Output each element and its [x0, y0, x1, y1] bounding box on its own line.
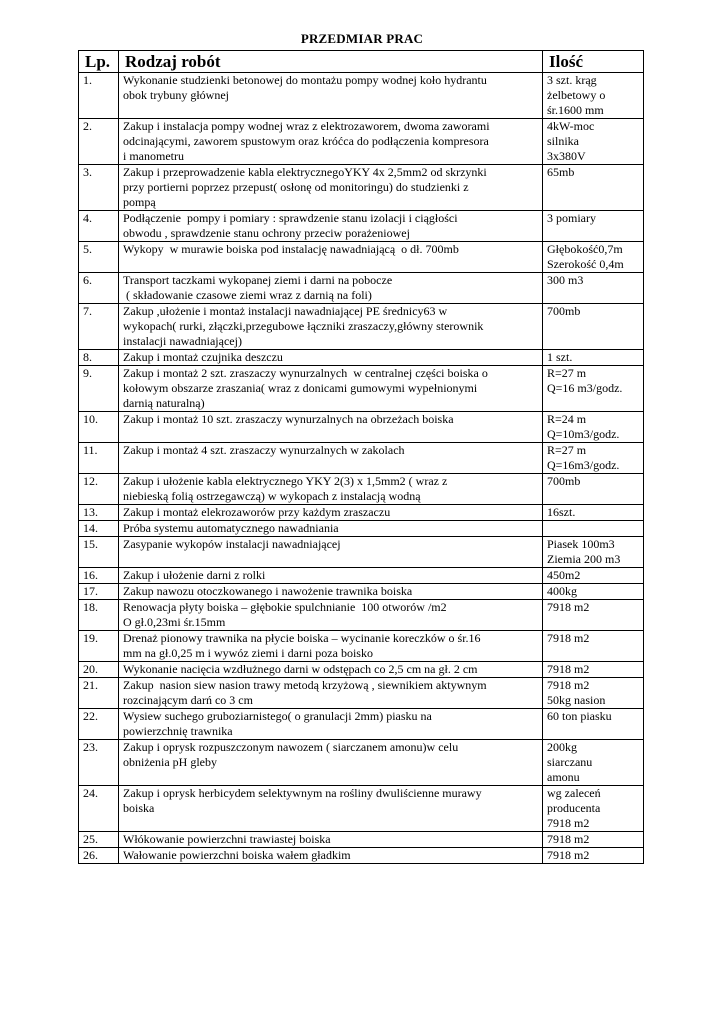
table-row [79, 304, 644, 350]
quantity-line: R=27 m [547, 443, 587, 457]
description-line: Zakup nasion siew nasion trawy metodą krzyżową , siewnikiem aktywnym [123, 678, 487, 692]
description-line: Zakup ,ułożenie i montaż instalacji nawadniającej PE średnicy63 w [123, 304, 448, 318]
table-row [79, 600, 644, 631]
quantity-line: 7918 m2 [547, 816, 590, 830]
table-row [79, 165, 644, 211]
quantity-line: 3x380V [547, 149, 586, 163]
quantity-line: 7918 m2 [547, 848, 590, 862]
row-number: 22. [79, 709, 119, 740]
description-line: Włókowanie powierzchni trawiastej boiska [123, 832, 331, 846]
table-row [79, 848, 644, 864]
row-number: 23. [79, 740, 119, 786]
quantity-line: 50kg nasion [547, 693, 606, 707]
quantity [543, 366, 644, 412]
description-line: Zakup i montaż 2 szt. zraszaczy wynurzalnych w centralnej części boiska o [123, 366, 488, 380]
description-line: Podłączenie pompy i pomiary : sprawdzenie stanu izolacji i ciągłości [123, 211, 458, 225]
table-row [79, 786, 644, 832]
quantity [543, 848, 644, 864]
header-work-type: Rodzaj robót [119, 51, 543, 73]
quantity [543, 832, 644, 848]
description-line: obniżenia pH gleby [123, 755, 217, 769]
description-line: obwodu , sprawdzenie stanu ochrony przeciw porażeniowej [123, 226, 410, 240]
work-description [119, 600, 543, 631]
table-row [79, 366, 644, 412]
quantity-line: amonu [547, 770, 580, 784]
quantity-line: Q=16 m3/godz. [547, 381, 623, 395]
description-line: Wykonanie nacięcia wzdłużnego darni w odstępach co 2,5 cm na gł. 2 cm [123, 662, 478, 676]
quantity-line: Głębokość0,7m [547, 242, 623, 256]
row-number: 16. [79, 568, 119, 584]
row-number: 17. [79, 584, 119, 600]
quantity-line: wg zaleceń [547, 786, 601, 800]
quantity-line: 3 pomiary [547, 211, 596, 225]
row-number: 20. [79, 662, 119, 678]
work-description [119, 211, 543, 242]
table-row [79, 537, 644, 568]
quantity-line [547, 521, 640, 536]
description-line: wykopach( rurki, złączki,przegubowe łączniki zraszaczy,główny sterownik [123, 319, 484, 333]
quantity-line: R=27 m [547, 366, 587, 380]
description-line: pompą [123, 195, 156, 209]
table-row [79, 273, 644, 304]
description-line: Zakup i instalacja pompy wodnej wraz z elektrozaworem, dwoma zaworami [123, 119, 490, 133]
table-row [79, 584, 644, 600]
description-line: ( składowanie czasowe ziemi wraz z darnią na foli) [123, 288, 372, 302]
quantity-line: śr.1600 mm [547, 103, 604, 117]
quantity-line: silnika [547, 134, 579, 148]
quantity [543, 584, 644, 600]
table-row [79, 521, 644, 537]
quantity-line: 400kg [547, 584, 577, 598]
table-row [79, 631, 644, 662]
table-row [79, 73, 644, 119]
quantity-line: 7918 m2 [547, 631, 590, 645]
row-number: 3. [79, 165, 119, 211]
quantity [543, 211, 644, 242]
description-line: niebieską folią ostrzegawczą) w wykopach z instalacją wodną [123, 489, 421, 503]
quantity-line: 16szt. [547, 505, 576, 519]
description-line: boiska [123, 801, 155, 815]
description-line: i manometru [123, 149, 184, 163]
work-description [119, 73, 543, 119]
work-description [119, 537, 543, 568]
work-description [119, 505, 543, 521]
document-title: PRZEDMIAR PRAC [300, 31, 424, 46]
quantity [543, 443, 644, 474]
quantity-line: Piasek 100m3 [547, 537, 615, 551]
work-description [119, 662, 543, 678]
description-line: rozcinającym darń co 3 cm [123, 693, 253, 707]
description-line: Zakup i montaż 4 szt. zraszaczy wynurzalnych w zakolach [123, 443, 405, 457]
row-number: 5. [79, 242, 119, 273]
quantity [543, 709, 644, 740]
description-line: Próba systemu automatycznego nawadniania [123, 521, 339, 535]
table-row [79, 568, 644, 584]
description-line: darnią naturalną) [123, 396, 205, 410]
quantity [543, 119, 644, 165]
quantity-line: 7918 m2 [547, 600, 590, 614]
description-line: Zasypanie wykopów instalacji nawadniającej [123, 537, 341, 551]
quantity [543, 304, 644, 350]
row-number: 12. [79, 474, 119, 505]
work-description [119, 350, 543, 366]
work-description [119, 832, 543, 848]
description-line: Zakup nawozu otoczkowanego i nawożenie trawnika boiska [123, 584, 413, 598]
quantity [543, 678, 644, 709]
table-row [79, 119, 644, 165]
description-line: Transport taczkami wykopanej ziemi i darni na pobocze [123, 273, 393, 287]
description-line: przy portierni poprzez przepust( osłonę od monitoringu) do studzienki z [123, 180, 469, 194]
row-number: 10. [79, 412, 119, 443]
quantity-line: 65mb [547, 165, 575, 179]
work-description [119, 273, 543, 304]
table-row [79, 505, 644, 521]
quantity [543, 537, 644, 568]
description-line: Wałowanie powierzchni boiska wałem gładkim [123, 848, 351, 862]
work-description [119, 242, 543, 273]
quantity [543, 273, 644, 304]
quantity-line: 450m2 [547, 568, 581, 582]
row-number: 4. [79, 211, 119, 242]
description-line: obok trybuny głównej [123, 88, 229, 102]
work-description [119, 678, 543, 709]
table-row [79, 709, 644, 740]
quantity [543, 412, 644, 443]
description-line: Wykonanie studzienki betonowej do montażu pompy wodnej koło hydrantu [123, 73, 487, 87]
header-quantity: Ilość [543, 51, 644, 73]
table-row [79, 350, 644, 366]
work-description [119, 165, 543, 211]
quantity-line: producenta [547, 801, 601, 815]
quantity-line: Q=10m3/godz. [547, 427, 620, 441]
quantity-line: 7918 m2 [547, 832, 590, 846]
works-table [78, 50, 644, 864]
quantity [543, 505, 644, 521]
quantity [543, 165, 644, 211]
work-description [119, 568, 543, 584]
quantity-line: R=24 m [547, 412, 587, 426]
work-description [119, 304, 543, 350]
description-line: Wykopy w murawie boiska pod instalację nawadniającą o dł. 700mb [123, 242, 459, 256]
quantity-line: Q=16m3/godz. [547, 458, 620, 472]
work-description [119, 474, 543, 505]
quantity-line: 3 szt. krąg [547, 73, 597, 87]
row-number: 13. [79, 505, 119, 521]
quantity [543, 568, 644, 584]
row-number: 25. [79, 832, 119, 848]
description-line: Zakup i ułożenie kabla elektrycznego YKY 2(3) x 1,5mm2 ( wraz z [123, 474, 448, 488]
quantity-line: 700mb [547, 474, 581, 488]
table-body [79, 73, 644, 864]
description-line: Zakup i oprysk herbicydem selektywnym na rośliny dwuliścienne murawy [123, 786, 482, 800]
description-line: Zakup i oprysk rozpuszczonym nawozem ( siarczanem amonu)w celu [123, 740, 459, 754]
quantity [543, 600, 644, 631]
work-description [119, 366, 543, 412]
table-row [79, 662, 644, 678]
description-line: kołowym obszarze zraszania( wraz z donicami gumowymi wypełnionymi [123, 381, 478, 395]
work-description [119, 412, 543, 443]
work-description [119, 443, 543, 474]
work-description [119, 709, 543, 740]
table-header-row [79, 51, 644, 73]
quantity [543, 631, 644, 662]
description-line: Zakup i montaż 10 szt. zraszaczy wynurzalnych na obrzeżach boiska [123, 412, 454, 426]
quantity-line: Szerokość 0,4m [547, 257, 624, 271]
quantity-line: 1 szt. [547, 350, 573, 364]
description-line: Zakup i ułożenie darni z rolki [123, 568, 266, 582]
table-row [79, 832, 644, 848]
row-number: 26. [79, 848, 119, 864]
row-number: 7. [79, 304, 119, 350]
quantity-line: 7918 m2 [547, 662, 590, 676]
quantity [543, 662, 644, 678]
work-description [119, 119, 543, 165]
quantity-line: 700mb [547, 304, 581, 318]
description-line: mm na gł.0,25 m i wywóz ziemi i darni poza boisko [123, 646, 373, 660]
row-number: 1. [79, 73, 119, 119]
row-number: 21. [79, 678, 119, 709]
table-row [79, 211, 644, 242]
row-number: 8. [79, 350, 119, 366]
description-line: Drenaż pionowy trawnika na płycie boiska – wycinanie koreczków o śr.16 [123, 631, 481, 645]
quantity [543, 73, 644, 119]
quantity [543, 786, 644, 832]
row-number: 6. [79, 273, 119, 304]
work-description [119, 740, 543, 786]
quantity-line: 60 ton piasku [547, 709, 612, 723]
description-line: Zakup i przeprowadzenie kabla elektrycznegoYKY 4x 2,5mm2 od skrzynki [123, 165, 487, 179]
quantity [543, 242, 644, 273]
quantity [543, 521, 644, 537]
description-line: Wysiew suchego gruboziarnistego( o granulacji 2mm) piasku na [123, 709, 432, 723]
row-number: 15. [79, 537, 119, 568]
row-number: 18. [79, 600, 119, 631]
quantity [543, 350, 644, 366]
work-description [119, 848, 543, 864]
row-number: 9. [79, 366, 119, 412]
work-description [119, 521, 543, 537]
description-line: odcinającymi, zaworem spustowym oraz króćca do podłączenia kompresora [123, 134, 489, 148]
table-row [79, 474, 644, 505]
row-number: 2. [79, 119, 119, 165]
row-number: 14. [79, 521, 119, 537]
quantity-line: siarczanu [547, 755, 593, 769]
table-row [79, 678, 644, 709]
description-line: O gł.0,23mi śr.15mm [123, 615, 226, 629]
quantity [543, 740, 644, 786]
work-description [119, 631, 543, 662]
row-number: 24. [79, 786, 119, 832]
work-description [119, 584, 543, 600]
description-line: Zakup i montaż elekrozaworów przy każdym zraszaczu [123, 505, 391, 519]
description-line: instalacji nawadniającej) [123, 334, 242, 348]
table-row [79, 412, 644, 443]
quantity [543, 474, 644, 505]
table-row [79, 740, 644, 786]
quantity-line: 7918 m2 [547, 678, 590, 692]
quantity-line: żelbetowy o [547, 88, 606, 102]
description-line: powierzchnię trawnika [123, 724, 233, 738]
table-row [79, 242, 644, 273]
row-number: 19. [79, 631, 119, 662]
work-description [119, 786, 543, 832]
description-line: Zakup i montaż czujnika deszczu [123, 350, 283, 364]
table-row [79, 443, 644, 474]
description-line: Renowacja płyty boiska – głębokie spulchnianie 100 otworów /m2 [123, 600, 447, 614]
header-lp: Lp. [79, 51, 119, 73]
quantity-line: 4kW-moc [547, 119, 595, 133]
quantity-line: Ziemia 200 m3 [547, 552, 621, 566]
quantity-line: 200kg [547, 740, 577, 754]
quantity-line: 300 m3 [547, 273, 584, 287]
row-number: 11. [79, 443, 119, 474]
